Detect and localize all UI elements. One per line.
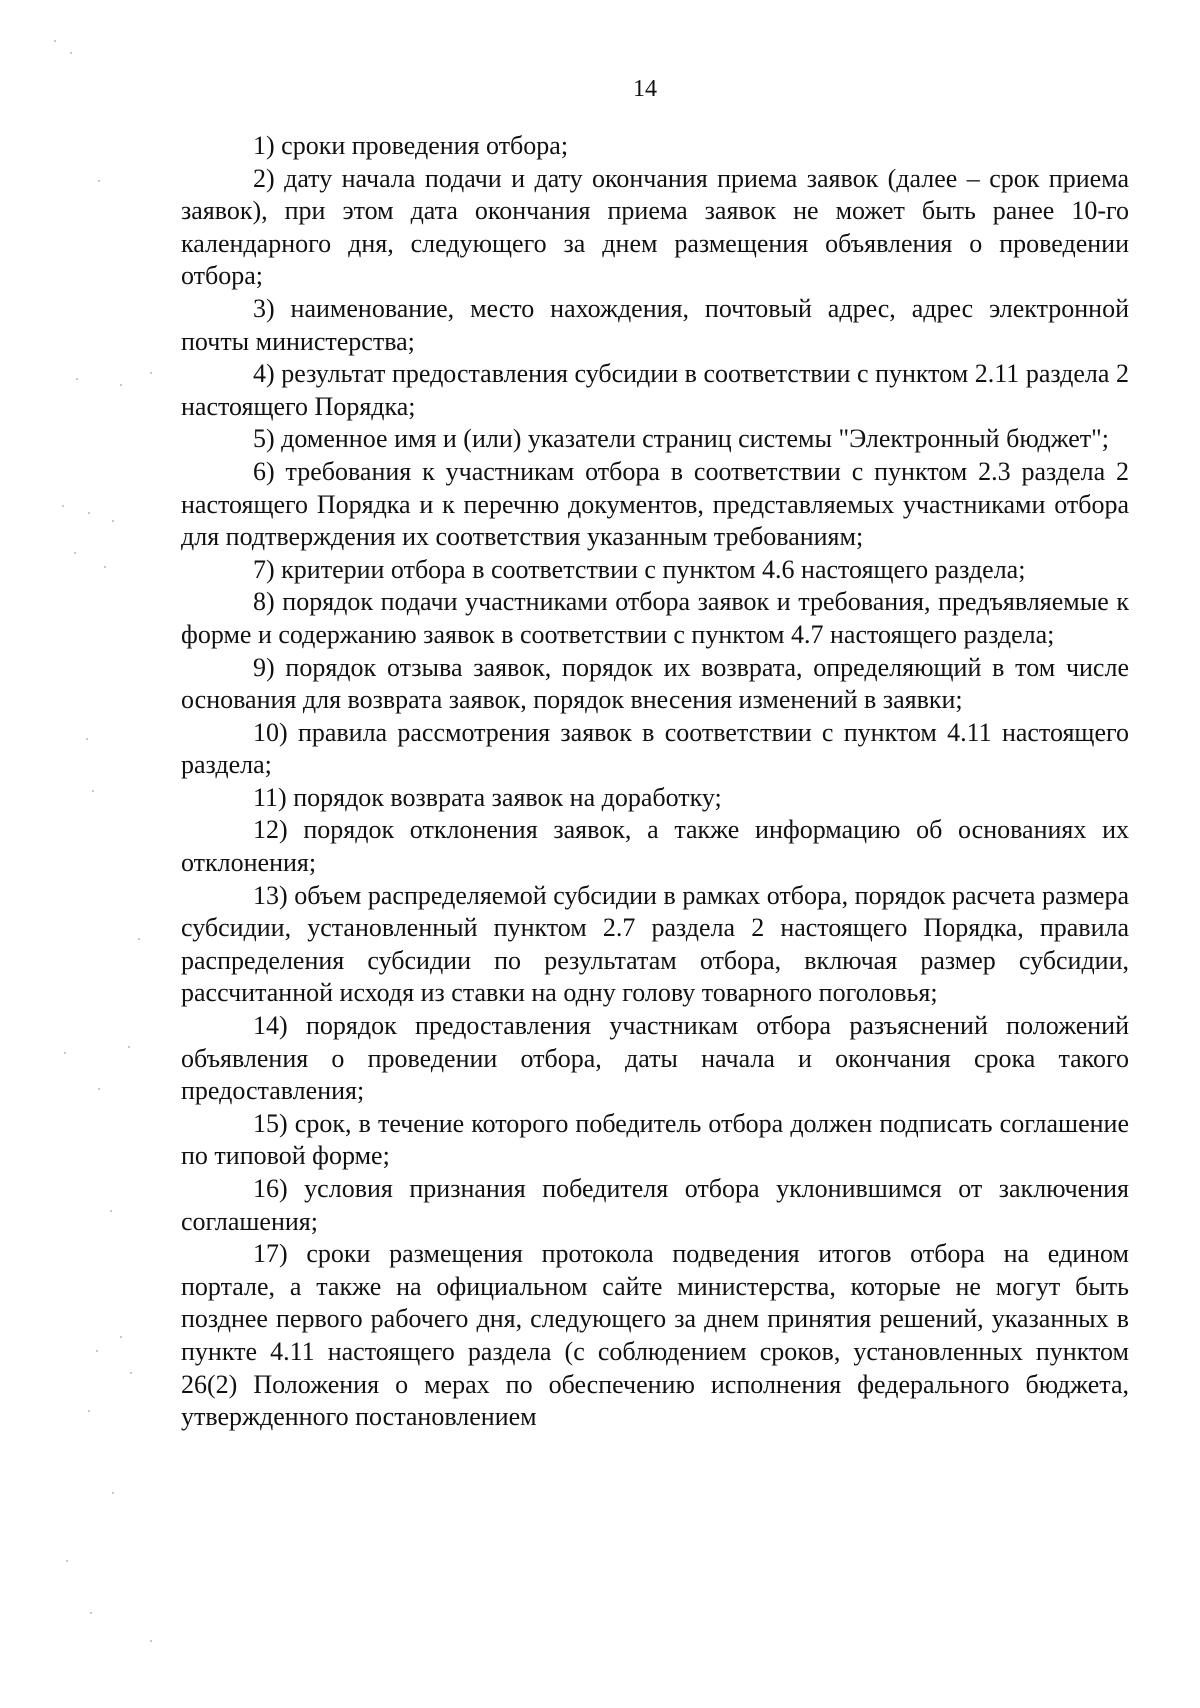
list-item: 2) дату начала подачи и дату окончания приема заявок (далее – срок приема заявок), при этом дата окончания приема заявок не может быть ранее 10-го календарного дня, следующего за днем размещения объявления о проведении отбора; (181, 163, 1129, 291)
list-item: 1) сроки проведения отбора; (253, 131, 569, 160)
list-item: 4) результат предоставления субсидии в соответствии с пунктом 2.11 раздела 2 настоящего Порядка; (181, 359, 1129, 421)
list-item: 13) объем распределяемой субсидии в рамках отбора, порядок расчета размера субсидии, установленный пунктом 2.7 раздела 2 настоящего Порядка, правила распределения субсидии по результатам отбора, включая размер субсидии, рассчитанной исходя из ставки на одну голову товарного поголовья; (181, 880, 1129, 1008)
list-item: 10) правила рассмотрения заявок в соответствии с пунктом 4.11 настоящего раздела; (181, 717, 1129, 780)
list-item: 6) требования к участникам отбора в соответствии с пунктом 2.3 раздела 2 настоящего Порядка и к перечню документов, представляемых участниками отбора для подтверждения их соответствия указанным требованиям; (181, 456, 1129, 552)
list-item: 12) порядок отклонения заявок, а также информацию об основаниях их отклонения; (181, 815, 1129, 878)
list-item: 5) доменное имя и (или) указатели страниц системы "Электронный бюджет"; (253, 424, 1110, 454)
page-number: 14 (633, 76, 657, 102)
list-item: 3) наименование, место нахождения, почтовый адрес, адрес электронной почты министерства; (181, 293, 1129, 356)
document-body (181, 130, 1129, 1434)
list-item: 15) срок, в течение которого победитель отбора должен подписать соглашение по типовой форме; (181, 1108, 1129, 1171)
list-item: 7) критерии отбора в соответствии с пунктом 4.6 настоящего раздела; (253, 554, 1026, 584)
list-item: 11) порядок возврата заявок на доработку; (253, 782, 722, 812)
list-item: 16) условия признания победителя отбора уклонившимся от заключения соглашения; (181, 1174, 1129, 1236)
list-item: 14) порядок предоставления участникам отбора разъяснений положений объявления о проведении отбора, даты начала и окончания срока такого предоставления; (181, 1011, 1129, 1106)
list-item: 8) порядок подачи участниками отбора заявок и требования, предъявляемые к форме и содержанию заявок в соответствии с пунктом 4.7 настоящего раздела; (181, 587, 1129, 649)
list-item: 17) сроки размещения протокола подведения итогов отбора на едином портале, а также на официальном сайте министерства, которые не могут быть позднее первого рабочего дня, следующего за днем принятия решений, указанных в пункте 4.11 настоящего раздела (с соблюдением сроков, установленных пунктом 26(2) Положения о мерах по обеспечению исполнения федерального бюджета, утвержденного постановлением (181, 1239, 1129, 1432)
list-item: 9) порядок отзыва заявок, порядок их возврата, определяющий в том числе основания для возврата заявок, порядок внесения изменений в заявки; (181, 652, 1129, 715)
